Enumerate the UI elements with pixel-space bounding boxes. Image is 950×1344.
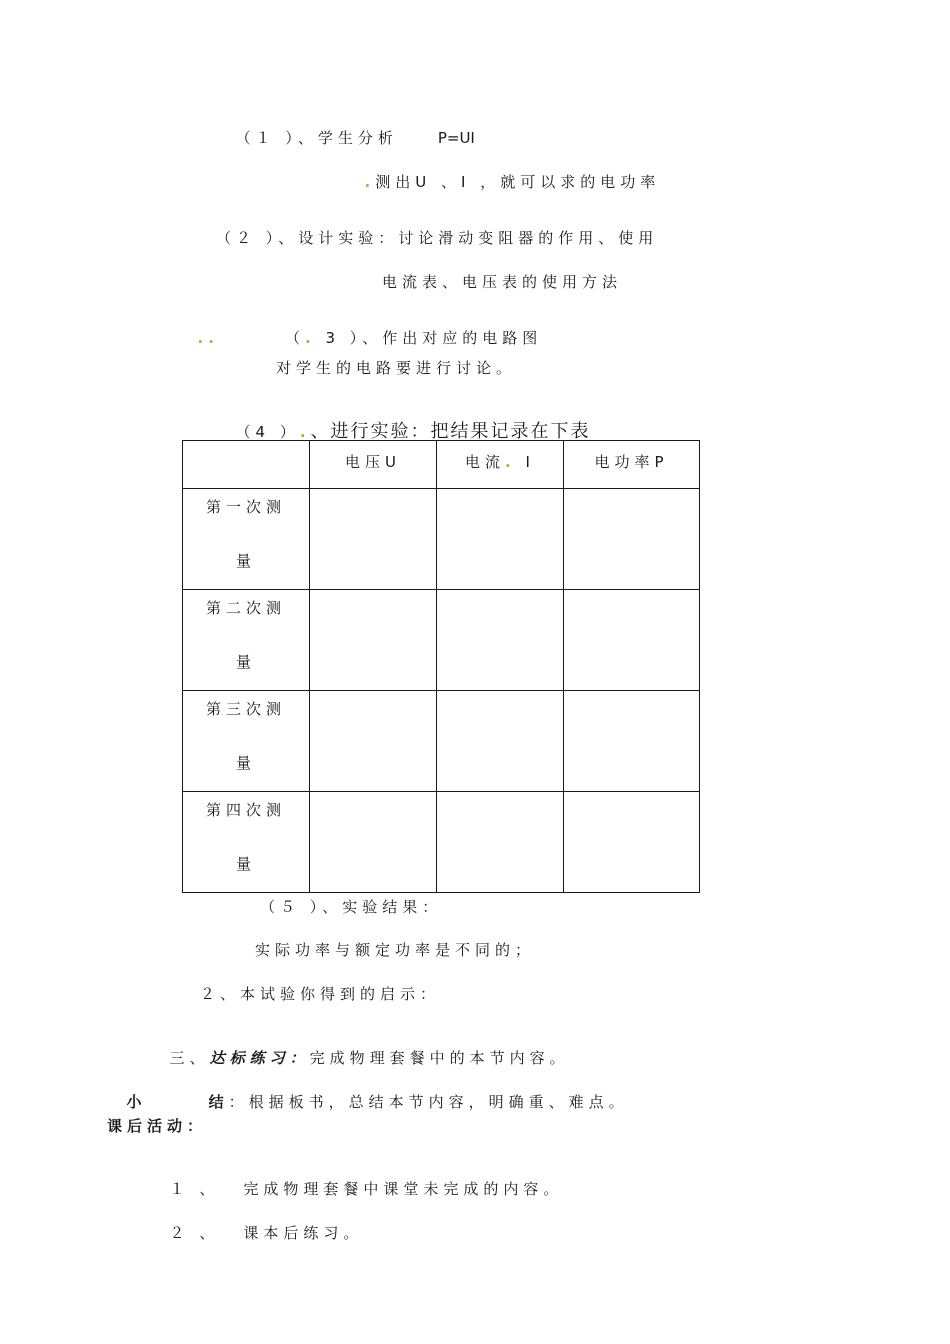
table-row [183, 489, 700, 590]
row-label-bottom: 量 [235, 754, 256, 772]
row-label [183, 691, 310, 792]
marker-dots: .. [197, 329, 219, 347]
table-cell [310, 792, 437, 893]
table-cell [437, 489, 564, 590]
step5-line: （５ ）、实验结果： [260, 898, 443, 916]
table-cell [310, 691, 437, 792]
table-cell [310, 489, 437, 590]
summary-char2: 结 [208, 1093, 229, 1111]
marker-dot: . [505, 453, 516, 471]
row-label [183, 792, 310, 893]
marker-dot: . [364, 173, 376, 191]
marker-dot: . [304, 329, 316, 347]
measure-note [345, 152, 660, 192]
practice-prefix: 三、 [169, 1049, 210, 1067]
item-text: 课本后练习。 [243, 1224, 364, 1242]
table-row [183, 691, 700, 792]
item-number: ２ 、 [169, 1224, 220, 1242]
header-current-label: 电流 [465, 453, 506, 471]
marker-dot: . [299, 423, 311, 441]
after-class-item [150, 1203, 363, 1243]
row-label-bottom: 量 [235, 552, 256, 570]
row-label-bottom: 量 [235, 855, 256, 873]
row-label-top: 第二次测 [205, 599, 286, 617]
table-cell [437, 691, 564, 792]
summary-line [107, 1072, 629, 1112]
row-label [183, 489, 310, 590]
results-table [182, 440, 700, 893]
row-label-top: 第四次测 [205, 801, 286, 819]
row-label [183, 590, 310, 691]
step3-text: 3 ）、作出对应的电路图 [315, 329, 543, 347]
header-power: 电功率P [564, 441, 700, 489]
step1-line [216, 108, 475, 148]
header-empty [183, 441, 310, 489]
discuss-line: 对学生的电路要进行讨论。 [276, 359, 517, 377]
item-text: 完成物理套餐中课堂未完成的内容。 [243, 1180, 564, 1198]
summary-char1: 小 [126, 1093, 147, 1111]
table-row [183, 792, 700, 893]
step3-open: （ [284, 329, 305, 347]
step1-label: （１ ）、学生分析 [235, 129, 398, 147]
insight-line: ２、本试验你得到的启示： [200, 985, 441, 1003]
row-label-top: 第一次测 [205, 498, 286, 516]
step2-line2: 电流表、电压表的使用方法 [382, 273, 623, 291]
row-label-bottom: 量 [235, 653, 256, 671]
header-voltage: 电压U [310, 441, 437, 489]
practice-label: 达标练习： [209, 1049, 310, 1067]
after-class-title: 课后活动： [107, 1117, 208, 1135]
step4-line [216, 402, 591, 442]
step2-line1: （２ ）、设计实验：讨论滑动变阻器的作用、使用 [216, 229, 659, 247]
header-current-symbol: I [515, 453, 535, 471]
table-cell [564, 590, 700, 691]
table-cell [437, 792, 564, 893]
table-cell [564, 792, 700, 893]
row-label-top: 第三次测 [205, 700, 286, 718]
measure-note-text: 测出U 、I ，就可以求的电功率 [375, 173, 661, 191]
table-cell [437, 590, 564, 691]
summary-text: ：根据板书，总结本节内容，明确重、难点。 [228, 1093, 629, 1111]
table-row [183, 590, 700, 691]
step4-prefix: （4 ） [235, 423, 300, 441]
step1-formula: P=UI [437, 129, 475, 147]
table-header-row [183, 441, 700, 489]
practice-line [150, 1028, 570, 1068]
step3-line [178, 308, 542, 348]
table-cell [564, 489, 700, 590]
step4-text: 、进行实验：把结果记录在下表 [310, 421, 591, 442]
header-current [437, 441, 564, 489]
result-line: 实际功率与额定功率是不同的； [255, 941, 536, 959]
table-cell [564, 691, 700, 792]
after-class-item [150, 1159, 563, 1199]
item-number: １ 、 [169, 1180, 220, 1198]
practice-text: 完成物理套餐中的本节内容。 [309, 1049, 570, 1067]
table-cell [310, 590, 437, 691]
